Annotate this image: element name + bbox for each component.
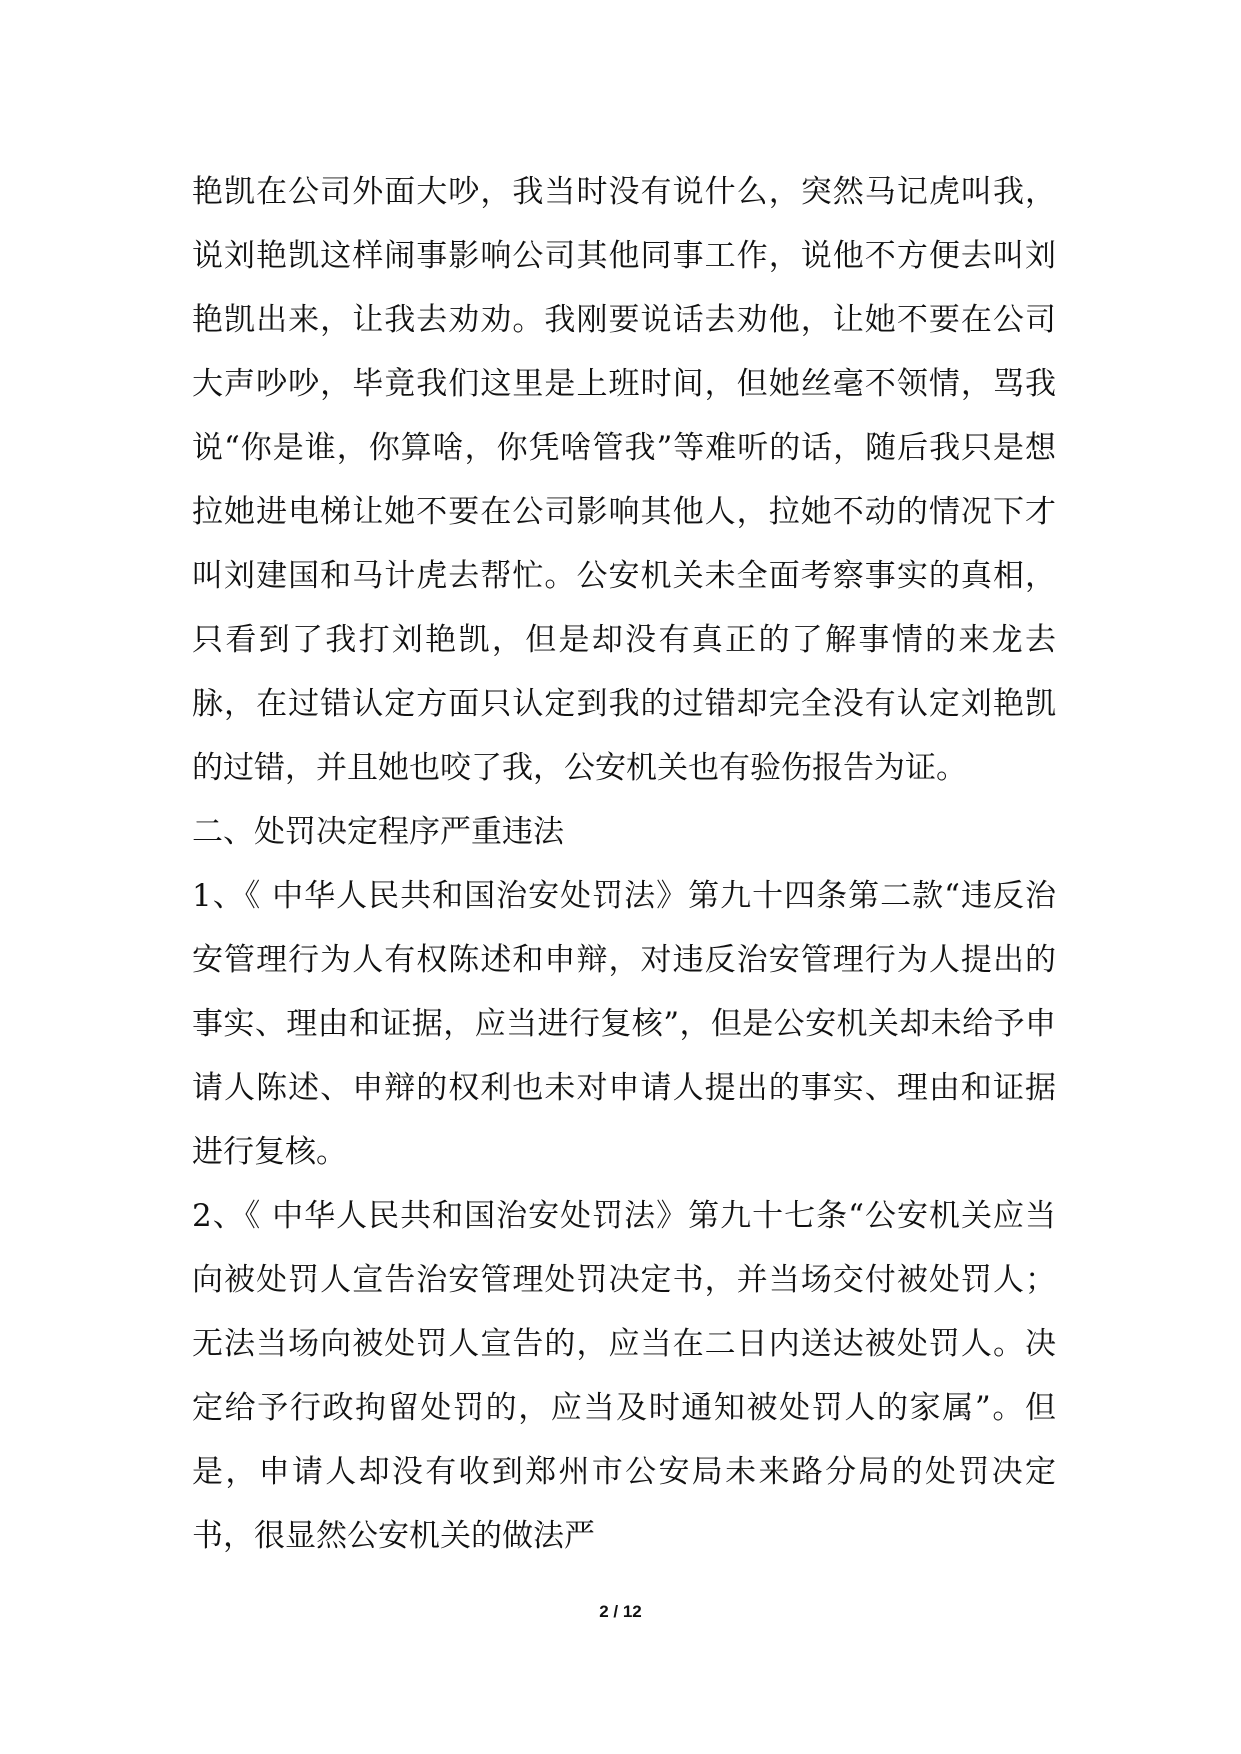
document-body bbox=[192, 160, 1056, 1568]
section-heading: 二、处罚决定程序严重违法 bbox=[192, 814, 564, 850]
paragraph-continuation: 艳凯在公司外面大吵，我当时没有说什么，突然马记虎叫我，说刘艳凯这样闹事影响公司其他同事工作，说他不方便去叫刘艳凯出来，让我去劝劝。我刚要说话去劝他，让她不要在公司大声吵吵，毕竟我们这里是上班时间，但她丝毫不领情，骂我说“你是谁，你算啥，你凭啥管我”等难听的话，随后我只是想拉她进电梯让她不要在公司影响其他人，拉她不动的情况下才叫刘建国和马计虎去帮忙。公安机关未全面考察事实的真相，只看到了我打刘艳凯，但是却没有真正的了解事情的来龙去脉，在过错认定方面只认定到我的过错却完全没有认定刘艳凯的过错，并且她也咬了我，公安机关也有验伤报告为证。 bbox=[192, 174, 1056, 786]
page-number: 2 / 12 bbox=[599, 1602, 642, 1621]
paragraph-item-2: 2、《 中华人民共和国治安处罚法》第九十七条“公安机关应当向被处罚人宣告治安管理处罚决定书，并当场交付被处罚人；无法当场向被处罚人宣告的，应当在二日内送达被处罚人。决定给予行政拘留处罚的，应当及时通知被处罚人的家属”。但是，申请人却没有收到郑州市公安局未来路分局的处罚决定书，很显然公安机关的做法严 bbox=[192, 1198, 1056, 1554]
paragraph-item-1: 1、《 中华人民共和国治安处罚法》第九十四条第二款“违反治安管理行为人有权陈述和申辩，对违反治安管理行为人提出的事实、理由和证据，应当进行复核”，但是公安机关却未给予申请人陈述、申辩的权利也未对申请人提出的事实、理由和证据进行复核。 bbox=[192, 878, 1056, 1170]
